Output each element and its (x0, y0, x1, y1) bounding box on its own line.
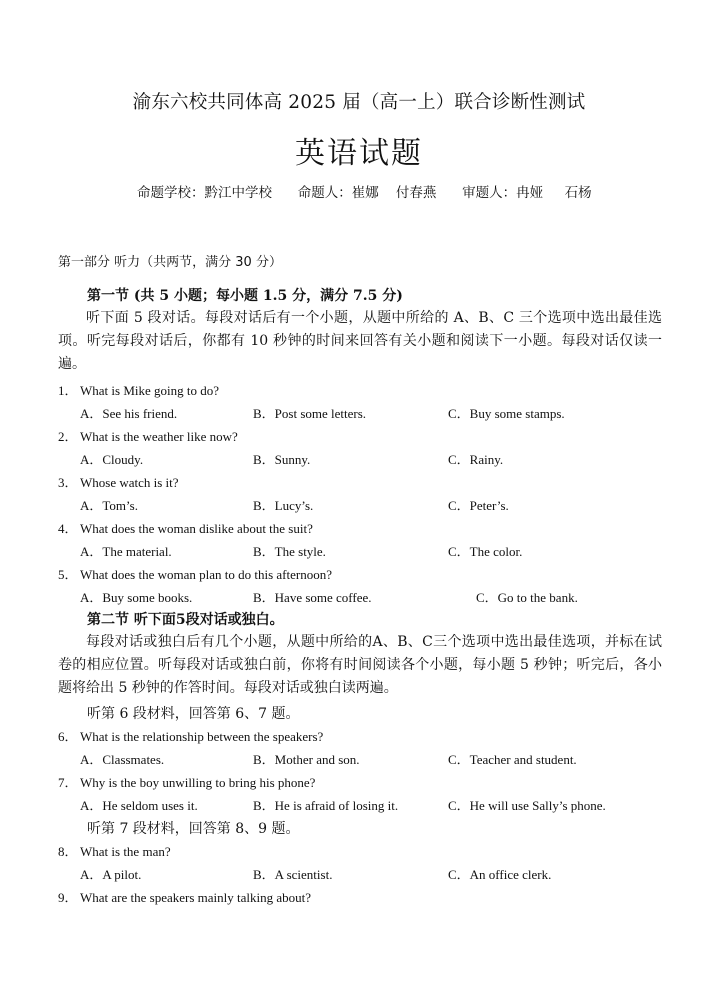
question-text: What is Mike going to do? (80, 383, 220, 398)
material-note: 听第 6 段材料，回答第 6、7 题。 (87, 706, 300, 722)
section1-instructions: 听下面 5 段对话。每段对话后有一个小题，从题中所给的 A、B、C 三个选项中选出最佳选项。听完每段对话后，你都有 10 秒钟的时间来回答有关小题和阅读下一小题。每段对话仅读一遍。 (58, 310, 662, 372)
option-a: A．The material. (80, 544, 172, 559)
question (58, 772, 315, 791)
authors-line: 命题学校：黔江中学校 命题人：崔娜 付春燕 审题人：冉娅 石杨 (137, 185, 592, 201)
part1-heading: 第一部分 听力（共两节，满分 30 分） (58, 255, 282, 270)
question (58, 564, 332, 583)
question-number: 2． (58, 429, 78, 444)
option-b: B．A scientist. (253, 867, 333, 882)
exam-title: 渝东六校共同体高 2025 届（高一上）联合诊断性测试 (132, 92, 586, 113)
option-a: A．He seldom uses it. (80, 798, 198, 813)
section2-instructions: 每段对话或独白后有几个小题，从题中所给的A、B、C三个选项中选出最佳选项，并标在试卷的相应位置。听每段对话或独白前，你将有时间阅读各个小题，每小题 5 秒钟；听完后，各小题将给出 5 秒钟的作答时间。每段对话或独白读两遍。 (58, 634, 662, 696)
option-a: A．See his friend. (80, 406, 178, 421)
question-text: What are the speakers mainly talking about? (80, 890, 312, 905)
option-a: A．Cloudy. (80, 452, 144, 467)
question (58, 472, 179, 491)
question-text: What is the man? (80, 844, 171, 859)
section1-heading: 第一节 (共 5 小题；每小题 1.5 分，满分 7.5 分) (87, 288, 403, 304)
material-note: 听第 7 段材料，回答第 8、9 题。 (87, 821, 300, 837)
question-number: 1． (58, 383, 78, 398)
option-c: C．Rainy. (448, 452, 504, 467)
subject-title: 英语试题 (295, 136, 423, 171)
question-text: What is the relationship between the speakers? (80, 729, 324, 744)
question-text: What does the woman plan to do this afternoon? (80, 567, 332, 582)
option-b: B．He is afraid of losing it. (253, 798, 399, 813)
option-b: B．Lucy’s. (253, 498, 314, 513)
question-number: 9． (58, 890, 78, 905)
question (58, 426, 238, 445)
question-text: What is the weather like now? (80, 429, 238, 444)
option-b: B．Mother and son. (253, 752, 360, 767)
option-c: C．He will use Sally’s phone. (448, 798, 606, 813)
question (58, 841, 171, 860)
question (58, 887, 311, 906)
question-number: 5． (58, 567, 78, 582)
question-number: 8． (58, 844, 78, 859)
option-a: A．A pilot. (80, 867, 142, 882)
option-b: B．Have some coffee. (253, 590, 372, 605)
question (58, 726, 323, 745)
option-c: C．Buy some stamps. (448, 406, 565, 421)
question (58, 518, 313, 537)
option-c: C．Go to the bank. (476, 590, 578, 605)
option-a: A．Buy some books. (80, 590, 193, 605)
section2-heading: 第二节 听下面5段对话或独白。 (87, 612, 284, 628)
option-c: C．Peter’s. (448, 498, 509, 513)
option-b: B．Post some letters. (253, 406, 367, 421)
option-c: C．An office clerk. (448, 867, 552, 882)
option-c: C．The color. (448, 544, 523, 559)
option-a: A．Tom’s. (80, 498, 138, 513)
question-number: 7． (58, 775, 78, 790)
option-c: C．Teacher and student. (448, 752, 577, 767)
question-text: What does the woman dislike about the suit? (80, 521, 313, 536)
option-b: B．The style. (253, 544, 326, 559)
option-a: A．Classmates. (80, 752, 165, 767)
question-number: 3． (58, 475, 78, 490)
question-text: Whose watch is it? (80, 475, 179, 490)
option-b: B．Sunny. (253, 452, 311, 467)
question-number: 4． (58, 521, 78, 536)
question (58, 380, 219, 399)
question-number: 6． (58, 729, 78, 744)
question-text: Why is the boy unwilling to bring his phone? (80, 775, 316, 790)
